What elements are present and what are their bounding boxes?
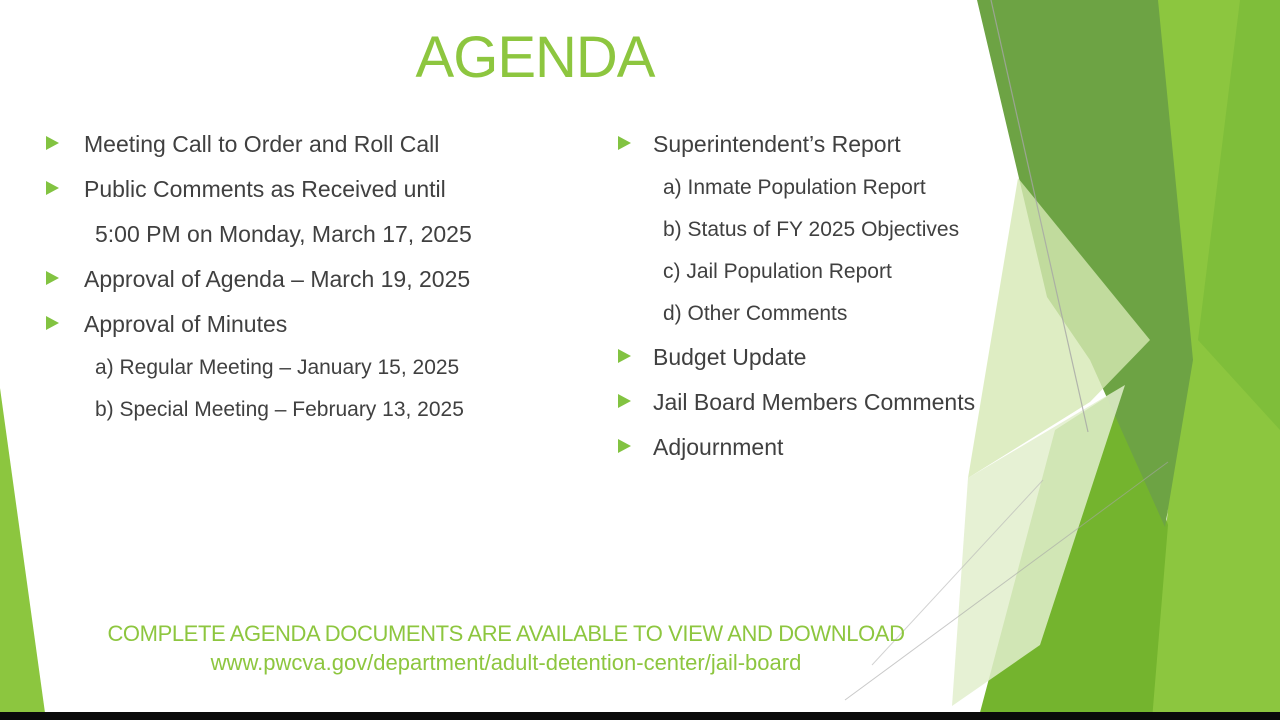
agenda-subitem: b) Status of FY 2025 Objectives xyxy=(663,218,960,241)
bullet-triangle-icon xyxy=(46,174,84,195)
agenda-item xyxy=(46,264,606,294)
bullet-triangle-icon xyxy=(46,309,84,330)
agenda-item xyxy=(618,129,1048,159)
letterbox-bottom-bar xyxy=(0,712,1280,720)
agenda-left-column xyxy=(46,129,606,438)
bullet-triangle-icon xyxy=(618,432,653,453)
agenda-item-label: Public Comments as Received until xyxy=(84,176,446,202)
agenda-right-column xyxy=(618,129,1048,477)
agenda-item xyxy=(46,309,606,339)
bullet-triangle-icon xyxy=(46,264,84,285)
bullet-triangle-icon xyxy=(618,387,653,408)
agenda-subitem: a) Regular Meeting – January 15, 2025 xyxy=(95,356,460,379)
agenda-item-continuation: 5:00 PM on Monday, March 17, 2025 xyxy=(95,221,472,247)
bullet-triangle-icon xyxy=(618,342,653,363)
bullet-triangle-icon xyxy=(46,129,84,150)
agenda-subitem: b) Special Meeting – February 13, 2025 xyxy=(95,398,464,421)
agenda-subitem: d) Other Comments xyxy=(663,302,848,325)
agenda-item-label: Approval of Minutes xyxy=(84,311,288,337)
agenda-item xyxy=(618,432,1048,462)
agenda-item xyxy=(46,174,606,204)
bullet-triangle-icon xyxy=(618,129,653,150)
agenda-item-label: Superintendent’s Report xyxy=(653,131,901,157)
agenda-item-label: Adjournment xyxy=(653,434,784,460)
footer-note: COMPLETE AGENDA DOCUMENTS ARE AVAILABLE TO VIEW AND DOWNLOAD xyxy=(107,621,905,646)
agenda-item-label: Jail Board Members Comments xyxy=(653,389,976,415)
slide-footer xyxy=(0,619,1012,677)
footer-url: www.pwcva.gov/department/adult-detention-center/jail-board xyxy=(210,650,802,675)
agenda-subitem: a) Inmate Population Report xyxy=(663,176,926,199)
agenda-item xyxy=(618,342,1048,372)
agenda-item xyxy=(46,129,606,159)
agenda-item-label: Budget Update xyxy=(653,344,807,370)
slide-title: AGENDA xyxy=(415,25,655,90)
agenda-item-label: Meeting Call to Order and Roll Call xyxy=(84,131,440,157)
agenda-item xyxy=(618,387,1048,417)
agenda-item-label: Approval of Agenda – March 19, 2025 xyxy=(84,266,471,292)
agenda-subitem: c) Jail Population Report xyxy=(663,260,892,283)
